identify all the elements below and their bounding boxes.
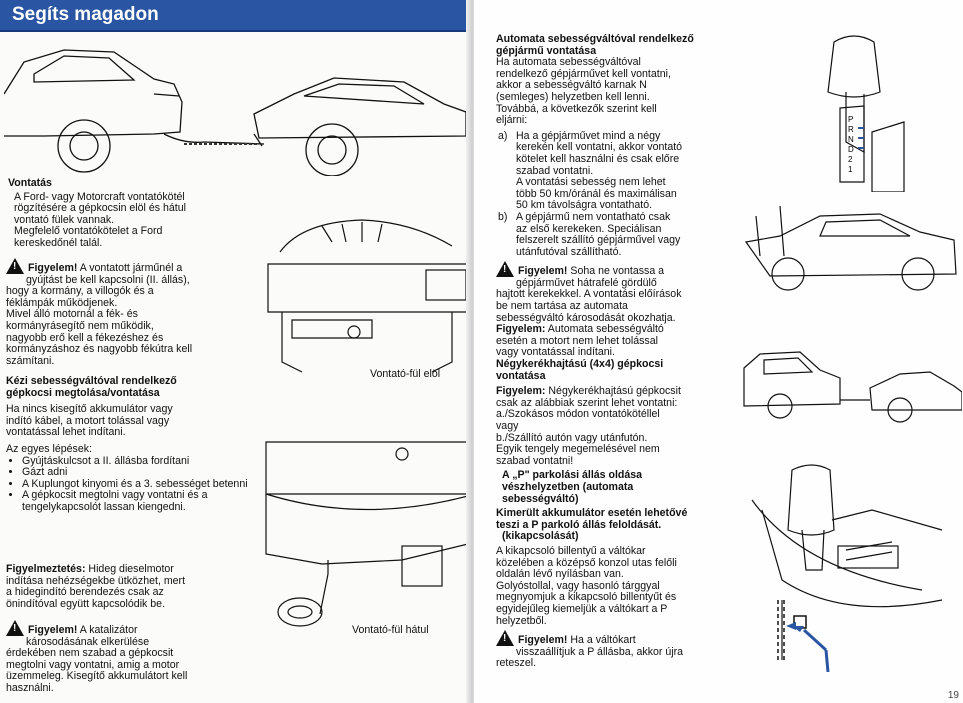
- gear-letter-p: P: [848, 115, 854, 124]
- park-line: A kikapcsoló billentyű a váltókar: [496, 544, 646, 557]
- dead-battery-title: Kimerült akkumulátor esetén lehetővé: [496, 507, 688, 520]
- park-title: sebességváltó): [502, 492, 579, 505]
- list-item: • A gépkocsit megtolni vagy vontatni és a tengelykapcsolót lassan kiengedni.: [22, 490, 260, 513]
- caution-label: Figyelmeztetés:: [6, 563, 86, 575]
- warning-text: féklámpák működjenek.: [6, 296, 118, 309]
- note-text: szabad vontatni!: [496, 454, 574, 467]
- manual-line: indító kábel, a motort tolással vagy: [6, 414, 170, 427]
- park-release-illustration: [742, 460, 958, 672]
- manual-line: Ha nincs kisegítő akkumulátor vagy: [6, 403, 173, 416]
- auto-title: Automata sebességváltóval rendelkező: [496, 33, 694, 45]
- warning-triangle-icon: [496, 630, 514, 646]
- gear-letter-d: D: [848, 145, 854, 154]
- park-title: vészhelyzetben (automata: [502, 480, 634, 493]
- awd-title: vontatása: [496, 369, 546, 382]
- warning-text: be nem tartása az automata: [496, 300, 628, 313]
- item-line: szabad vontatni.: [516, 164, 594, 177]
- tow-line: Megfelelő vontatókötelet a Ford: [14, 225, 163, 238]
- warning-text: kormányrásegítő nem működik,: [6, 319, 154, 332]
- rear-tow-eye-illustration: [262, 434, 468, 642]
- caution-section: [6, 564, 260, 610]
- list-item: • Gyújtáskulcsot a II. állásba fordítani: [22, 456, 260, 468]
- gear-letter-n: N: [848, 135, 854, 144]
- auto-line: (semleges) helyzetben kell lenni.: [496, 90, 650, 103]
- item-line: A vontatási sebesség nem lehet: [516, 176, 666, 189]
- manual-title: Kézi sebességváltóval rendelkező: [6, 375, 177, 387]
- item-line: kötelet kell használni és csak előre: [516, 152, 680, 165]
- page-title: Segíts magadon: [12, 4, 159, 25]
- steps-list: [6, 456, 260, 514]
- item-line: az első kerekeken. Speciálisan: [516, 222, 662, 235]
- steps-intro: Az egyes lépések:: [6, 442, 92, 455]
- gear-letter-2: 2: [848, 155, 853, 164]
- item-a: [496, 131, 740, 212]
- warning-text: károsodásának elkerülése: [26, 635, 150, 648]
- item-line: A gépjármű nem vontatható csak: [516, 210, 671, 223]
- warning-text: A katalizátor: [77, 624, 138, 636]
- front-wheel-lift-illustration: [740, 196, 962, 296]
- tow-line: A Ford- vagy Motorcraft vontatókötél: [14, 190, 185, 203]
- warning-text: sebességváltó károsodását okozhatja.: [496, 311, 676, 324]
- warning-text: Soha ne vontassa a: [567, 265, 665, 278]
- list-item: • Gázt adni: [22, 467, 260, 479]
- caution-text: Hideg dieselmotor: [85, 563, 174, 575]
- warning-text: megtolni vagy vontatni, amig a motor: [6, 658, 180, 671]
- item-a-marker: a): [498, 129, 508, 142]
- warning-triangle-icon: [6, 258, 24, 274]
- warning-text: gépjárművet hátrafelé gördülő: [516, 276, 657, 289]
- two-car-towing-illustration: [740, 348, 962, 424]
- caption-rear: Vontató-fül hátul: [352, 624, 429, 636]
- item-line: Ha a gépjárművet mind a négy: [516, 129, 661, 142]
- warning-text: használni.: [6, 681, 54, 694]
- caption-front: Vontató-fül elöl: [370, 368, 441, 380]
- note-text: b./Szállító autón vagy utánfutón.: [496, 431, 648, 444]
- note-text: vagy: [496, 420, 519, 432]
- warning-text: hogy a kormány, a villogók és a: [6, 285, 154, 298]
- page-header: [0, 0, 468, 32]
- note-text: esetén a motort nem lehet tolással: [496, 334, 658, 347]
- warning-label: Figyelem!: [518, 265, 568, 278]
- auto-line: eljárni:: [496, 114, 528, 127]
- note-text: Automata sebességváltó: [545, 323, 664, 336]
- item-line: felszerelt szállító gépjárművel vagy: [516, 234, 681, 247]
- park-line: oldalán lévő nyílásban van.: [496, 568, 624, 581]
- warning-triangle-icon: [496, 261, 514, 277]
- left-page: [0, 0, 472, 703]
- caution-text: a hidegindító berendezés csak az: [6, 586, 164, 599]
- warning-1: [6, 258, 260, 367]
- warning-text: gyújtást be kell kapcsolni (II. állás),: [26, 273, 190, 286]
- gear-selector-illustration: [804, 32, 934, 192]
- auto-title: gépjármű vontatása: [496, 44, 597, 57]
- note-text: Egyik tengely megemelésével nem: [496, 443, 660, 456]
- tow-title: Vontatás: [8, 177, 52, 189]
- park-title: A „P" parkolási állás oldása: [502, 469, 643, 482]
- dead-battery-title: teszi a P parkoló állás feloldását.: [496, 518, 662, 531]
- warning-2: [6, 620, 260, 695]
- note-text: Négykerékhajtású gépkocsit: [545, 385, 681, 398]
- note-text: vagy vontatással indítani.: [496, 346, 615, 359]
- item-b: [496, 212, 740, 258]
- manual-line: vontatással lehet indítani.: [6, 426, 126, 439]
- park-line: helyzetből.: [496, 614, 547, 627]
- note-label: Figyelem:: [496, 385, 546, 398]
- auto-line: akkor a sebességváltó karnak N: [496, 79, 647, 92]
- item-b-marker: b): [498, 210, 508, 223]
- warning-text: hajtott kerekekkel. A vontatási előírások: [496, 288, 682, 301]
- tow-line: kereskedőnél talál.: [14, 236, 103, 249]
- warning-label: Figyelem!: [518, 634, 568, 647]
- park-line: megnyomjuk a kikapcsoló billentyűt és: [496, 591, 677, 604]
- warning-text: üzemmeleg. Kisegítő akkumulátort kell: [6, 670, 188, 683]
- auto-line: rendelkező gépjárművet kell vontatni,: [496, 67, 671, 80]
- warning-text: érdekében nem szabad a gépkocsit: [6, 647, 174, 660]
- warning-text: A vontatott járműnél a: [77, 262, 183, 274]
- dead-battery-title: (kikapcsolását): [502, 530, 579, 543]
- tow-section: [8, 178, 258, 250]
- awd-title: Négykerékhajtású (4x4) gépkocsi: [496, 358, 664, 371]
- auto-section: [496, 34, 740, 670]
- note-text: a./Szokásos módon vontatókötéllel: [496, 408, 660, 421]
- park-line: egyidejűleg kiemeljük a váltókart a P: [496, 602, 668, 615]
- warning-text: számítani.: [6, 354, 55, 367]
- auto-line: Továbbá, a következők szerint kell: [496, 102, 657, 115]
- note-text: csak az alábbiak szerint lehet vontatni:: [496, 396, 678, 409]
- warning-text: kormányzáshoz és nagyobb fékútra kell: [6, 343, 193, 356]
- caution-text: önindítóval együtt kapcsolódik be.: [6, 597, 166, 610]
- gear-letter-1: 1: [848, 165, 853, 174]
- park-line: közelében a középső konzol utas felőli: [496, 556, 677, 569]
- caution-text: indítása nehézségekbe ütközhet, mert: [6, 574, 186, 587]
- warning-text: visszaállítjuk a P állásba, akkor újra: [516, 645, 684, 658]
- tow-line: vontató fülek vannak.: [14, 213, 115, 226]
- tow-line: rögzítésére a gépkocsin elöl és hátul: [14, 202, 186, 215]
- page-number: 19: [947, 690, 959, 701]
- warning-text: Mivel álló motornál a fék- és: [6, 308, 138, 321]
- item-line: kerekén kell vontatni, akkor vontató: [516, 141, 683, 154]
- item-line: több 50 km/óránál és maximálisan: [516, 187, 677, 200]
- warning-text: nagyobb erő kell a fékezéshez és: [6, 331, 164, 344]
- item-line: utánfutóval szállítható.: [516, 245, 622, 258]
- note-label: Figyelem:: [496, 323, 546, 336]
- item-line: 50 km távolságra vontatható.: [516, 199, 653, 212]
- park-line: Golyóstollal, vagy hasonló tárggyal: [496, 579, 660, 592]
- warning-triangle-icon: [6, 620, 24, 636]
- warning-label: Figyelem!: [28, 262, 78, 274]
- towing-illustration: [4, 34, 466, 176]
- warning-label: Figyelem!: [28, 624, 78, 636]
- front-tow-eye-illustration: [262, 212, 468, 384]
- gear-letter-r: R: [848, 125, 854, 134]
- list-item: • A Kuplungot kinyomi és a 3. sebességet betenni: [22, 479, 260, 491]
- manual-section: [6, 376, 260, 514]
- manual-title: gépkocsi megtolása/vontatása: [6, 386, 160, 399]
- warning-text: reteszel.: [496, 657, 537, 670]
- auto-line: Ha automata sebességváltóval: [496, 56, 641, 69]
- right-page: [474, 0, 963, 703]
- warning-text: Ha a váltókart: [567, 634, 636, 647]
